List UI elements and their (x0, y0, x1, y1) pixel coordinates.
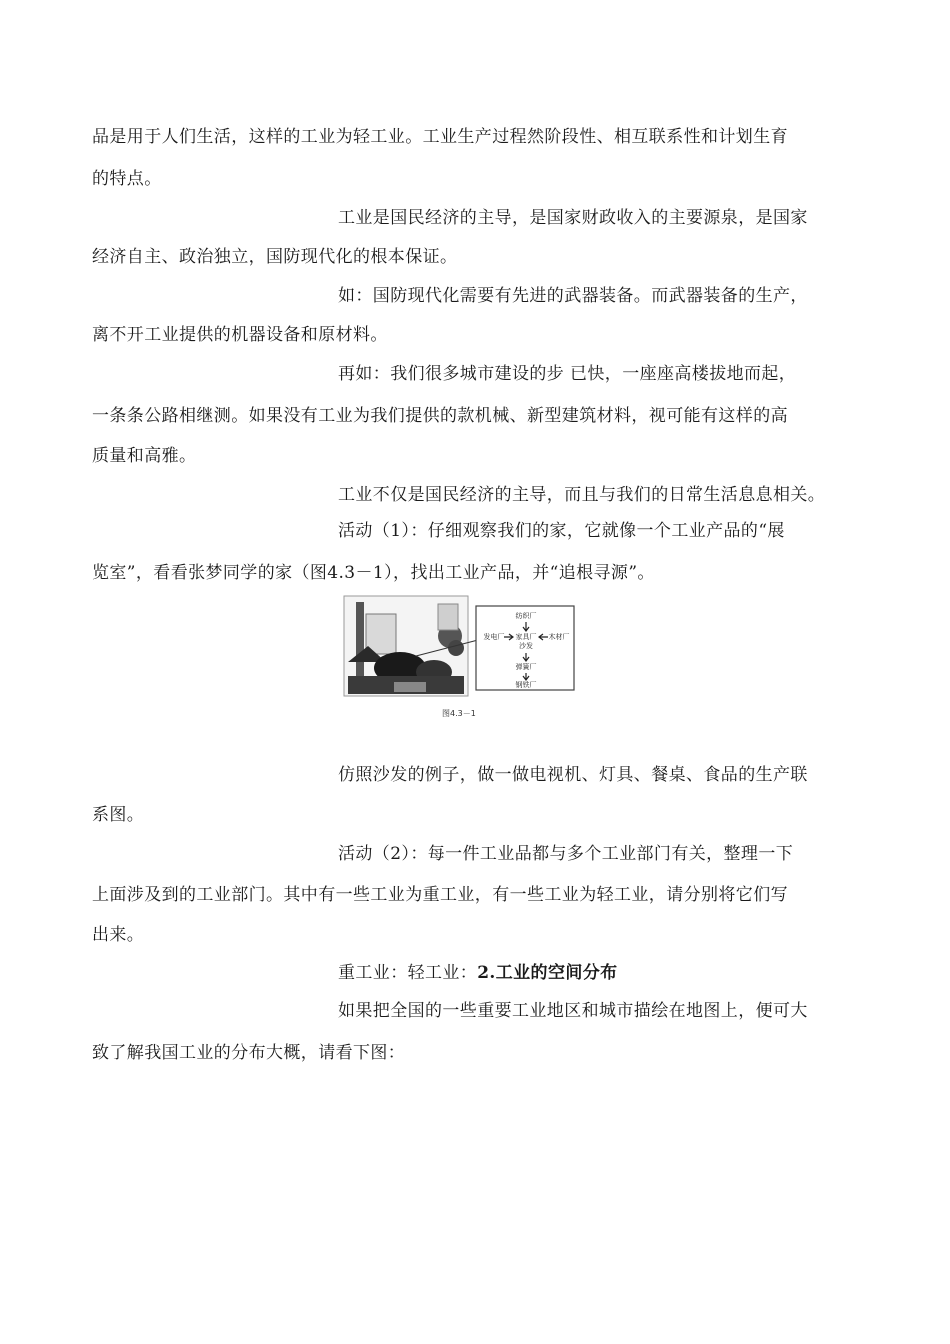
paragraph-line: 如：国防现代化需要有先进的武器装备。而武器装备的生产， (338, 286, 808, 306)
node-textile-factory: 纺织厂 (515, 612, 537, 620)
paragraph-line: 上面涉及到的工业部门。其中有一些工业为重工业，有一些工业为轻工业，请分别将它们写 (92, 885, 788, 905)
home-sketch-illustration (344, 596, 478, 696)
production-linkage-diagram (476, 606, 574, 690)
paragraph-line: 致了解我国工业的分布大概，请看下图： (92, 1043, 406, 1063)
figure-caption: 图4.3－1 (442, 709, 476, 718)
figure-4-3-1 (338, 592, 578, 720)
node-furniture-factory: 家具厂 (515, 633, 537, 641)
paragraph-line: 览室”，看看张梦同学的家（图4.3－1），找出工业产品，并“追根寻源”。 (92, 563, 655, 583)
section-heading-line (338, 962, 618, 984)
paragraph-line: 质量和高雅。 (92, 446, 197, 466)
paragraph-line: 工业是国民经济的主导，是国家财政收入的主要源泉，是国家 (338, 208, 808, 228)
paragraph-line: 出来。 (92, 925, 145, 945)
node-steel-factory: 钢铁厂 (515, 681, 537, 689)
node-timber-factory: 木材厂 (548, 633, 570, 641)
node-sofa: 沙发 (519, 642, 533, 650)
paragraph-line: 离不开工业提供的机器设备和原材料。 (92, 325, 388, 345)
node-spring-factory: 弹簧厂 (515, 663, 537, 671)
paragraph-line: 经济自主、政治独立，国防现代化的根本保证。 (92, 247, 458, 267)
paragraph-line: 活动（2）：每一件工业品都与多个工业部门有关，整理一下 (338, 844, 794, 864)
paragraph-line: 一条条公路相继测。如果没有工业为我们提供的款机械、新型建筑材料，视可能有这样的高 (92, 406, 788, 426)
paragraph-line: 再如：我们很多城市建设的步 已快，一座座高楼拔地而起， (338, 364, 797, 384)
paragraph-line: 活动（1）：仔细观察我们的家，它就像一个工业产品的“展 (338, 521, 785, 541)
heavy-light-industry-label: 重工业：轻工业： (338, 963, 478, 983)
section-heading: 2.工业的空间分布 (477, 963, 618, 983)
paragraph-line: 的特点。 (92, 169, 162, 189)
paragraph-line: 系图。 (92, 805, 145, 825)
paragraph-line: 品是用于人们生活，这样的工业为轻工业。工业生产过程然阶段性、相互联系性和计划生育 (92, 127, 788, 147)
paragraph-line: 工业不仅是国民经济的主导，而且与我们的日常生活息息相关。 (338, 485, 826, 505)
node-power-plant: 发电厂 (483, 633, 505, 641)
paragraph-line: 如果把全国的一些重要工业地区和城市描绘在地图上，便可大 (338, 1001, 808, 1021)
paragraph-line: 仿照沙发的例子，做一做电视机、灯具、餐桌、食品的生产联 (338, 765, 808, 785)
